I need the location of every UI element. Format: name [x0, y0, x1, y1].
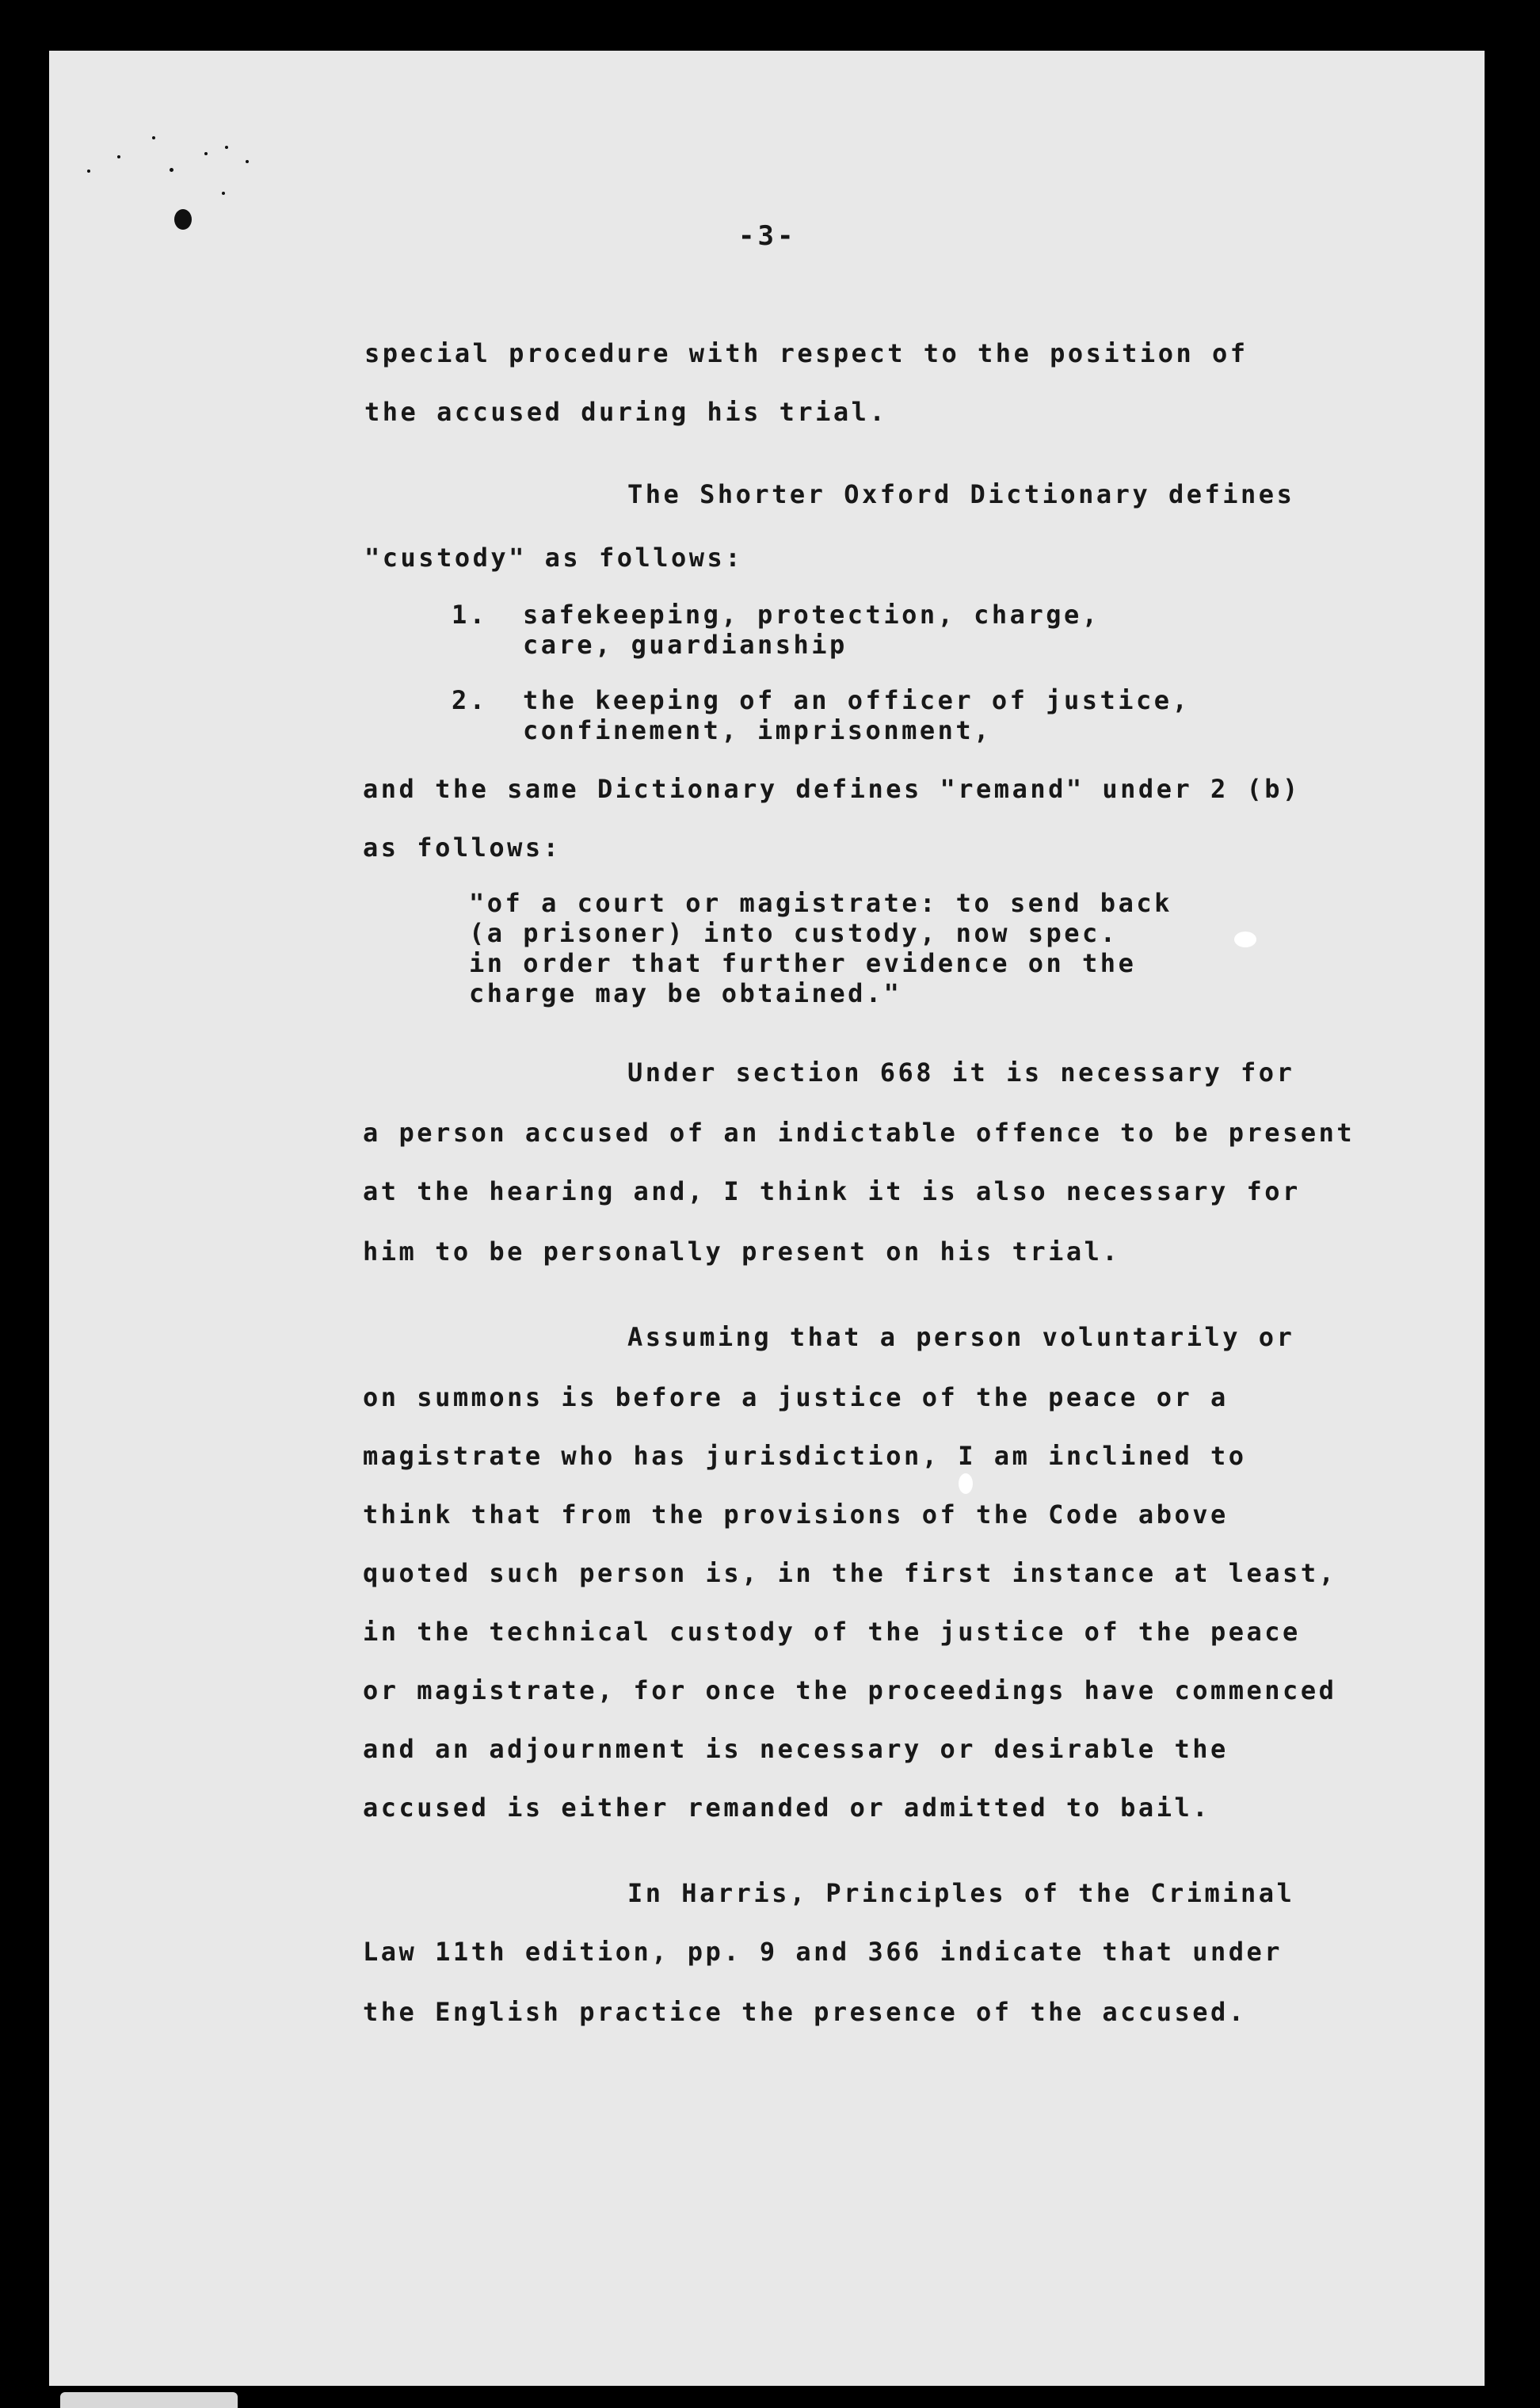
quote-line: charge may be obtained.": [469, 978, 902, 1008]
text-line: "custody" as follows:: [364, 543, 744, 573]
text-line: Law 11th edition, pp. 9 and 366 indicate that under: [363, 1937, 1283, 1967]
quote-line: "of a court or magistrate: to send back: [469, 888, 1172, 918]
dust-speck: [225, 146, 228, 149]
page-number: -3-: [738, 220, 797, 252]
quote-line: in order that further evidence on the: [469, 948, 1137, 978]
text-line: The Shorter Oxford Dictionary defines: [627, 479, 1295, 509]
text-line: accused is either remanded or admitted to bail.: [363, 1793, 1210, 1823]
typewritten-page: [49, 51, 1485, 2386]
dust-speck: [246, 160, 249, 163]
text-line: a person accused of an indictable offence to be present: [363, 1118, 1355, 1148]
list-marker: 1.: [452, 600, 488, 630]
text-line: Assuming that a person voluntarily or: [627, 1322, 1295, 1352]
dust-speck: [87, 170, 90, 173]
dust-speck: [117, 155, 120, 158]
text-line: quoted such person is, in the first instance at least,: [363, 1558, 1337, 1588]
paper-blemish: [959, 1473, 973, 1494]
text-line: Under section 668 it is necessary for: [627, 1057, 1295, 1088]
text-line: at the hearing and, I think it is also necessary for: [363, 1176, 1301, 1206]
list-item-line: care, guardianship: [523, 630, 848, 660]
dust-speck: [170, 168, 173, 172]
text-line: magistrate who has jurisdiction, I am inclined to: [363, 1441, 1247, 1471]
text-line: on summons is before a justice of the peace or a: [363, 1382, 1229, 1412]
list-item-line: safekeeping, protection, charge,: [523, 600, 1100, 630]
text-line: special procedure with respect to the position of: [364, 338, 1248, 368]
text-line: and the same Dictionary defines "remand" under 2 (b): [363, 774, 1301, 804]
dust-speck: [152, 136, 155, 139]
text-line: in the technical custody of the justice of the peace: [363, 1617, 1301, 1647]
text-line: the accused during his trial.: [364, 397, 888, 427]
quote-line: (a prisoner) into custody, now spec.: [469, 918, 1119, 948]
list-item-line: the keeping of an officer of justice,: [523, 685, 1191, 715]
text-line: him to be personally present on his trial.: [363, 1236, 1121, 1267]
text-line: think that from the provisions of the Code above: [363, 1499, 1229, 1530]
paper-blemish: [1234, 932, 1256, 947]
text-line: the English practice the presence of the accused.: [363, 1997, 1247, 2027]
text-line: and an adjournment is necessary or desirable the: [363, 1734, 1229, 1764]
text-line: In Harris, Principles of the Criminal: [627, 1878, 1295, 1908]
dust-speck: [204, 152, 208, 155]
text-line: as follows:: [363, 833, 562, 863]
ink-blot: [174, 209, 192, 230]
film-tab: [60, 2392, 238, 2408]
text-line: or magistrate, for once the proceedings have commenced: [363, 1675, 1337, 1705]
list-marker: 2.: [452, 685, 488, 715]
list-item-line: confinement, imprisonment,: [523, 715, 992, 745]
dust-speck: [222, 192, 225, 195]
